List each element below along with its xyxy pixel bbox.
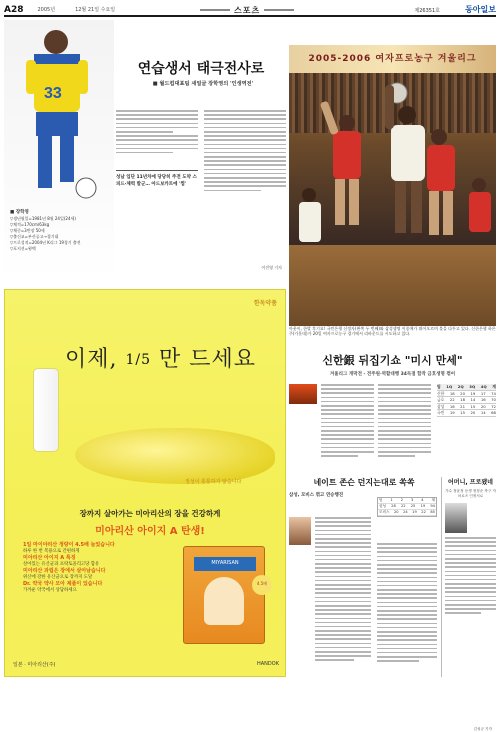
header-cell: 1 xyxy=(390,498,393,502)
cell: 17 xyxy=(480,390,486,396)
header-cell: 2Q xyxy=(457,384,464,389)
newspaper-logo: 동아일보 xyxy=(465,5,496,14)
cell: 68 xyxy=(491,410,496,415)
players-illustration xyxy=(289,45,496,326)
year: 2005년 xyxy=(37,7,56,13)
cell: 19 xyxy=(470,390,476,396)
box-label: MIYARISAN xyxy=(194,557,256,571)
page-number: A28 xyxy=(4,4,24,15)
header-cell: 4Q xyxy=(480,384,487,389)
table-row xyxy=(378,510,436,516)
header-cell: 계 xyxy=(431,498,435,502)
slogan-fraction: 1/5 xyxy=(125,352,152,368)
feature-headline: 연습생서 태극전사로 xyxy=(137,61,265,77)
section-title: 스포츠 xyxy=(234,6,261,15)
cell: 20 xyxy=(460,390,465,396)
cell: 22 xyxy=(400,504,406,508)
cell: 14 xyxy=(470,397,476,402)
bullet-heading: 1일 마이야리산 정량이 4.5배 늘었습니다 xyxy=(23,542,115,548)
cell: 72 xyxy=(491,403,496,409)
cell: 16 xyxy=(449,403,455,409)
basketball-photo xyxy=(289,45,496,326)
page-header xyxy=(4,4,496,17)
cell: 94 xyxy=(430,504,435,508)
ad-product-name: 미아리산 아이지 A 탄생! xyxy=(95,526,205,537)
cell: 25 xyxy=(410,504,416,508)
date: 12월 21일 수요일 xyxy=(75,7,116,13)
event-banner: 2005-2006 여자프로농구 겨울리그 xyxy=(289,45,496,73)
feature-deck: ■ 월드컵대표팀 새얼굴 장학영의 '인생역전' xyxy=(152,81,254,87)
article-headline: 네이트 존슨 던지는대로 쏙쏙 xyxy=(313,477,415,487)
slogan-post: 만 드세요 xyxy=(159,347,257,372)
soccer-player-icon xyxy=(4,20,114,200)
score-table xyxy=(437,384,496,417)
table-row xyxy=(437,410,496,417)
cell: 16 xyxy=(480,397,486,402)
edition-number: 제26351호 xyxy=(414,8,440,14)
ad-footer xyxy=(13,661,279,668)
slogan-pre: 이제, xyxy=(65,347,118,372)
cell: 18 xyxy=(449,390,455,396)
profile-title: ■ 장학영 xyxy=(10,210,29,215)
profile-line: ▽프로성적=2004년 K리그 19경기 출전 xyxy=(10,240,81,245)
pro-basketball-article xyxy=(289,477,439,677)
svg-text:33: 33 xyxy=(44,85,62,102)
cell: 22 xyxy=(421,510,426,514)
profile-line: ▽생년월일=1981년 8월 24일(24세) xyxy=(10,216,76,221)
player-profile xyxy=(10,210,110,252)
bullet-heading: 미아리산 과립은 장에서 살아남습니다 xyxy=(23,568,106,574)
ad-footer-right: HANDOK xyxy=(257,661,279,667)
article-body xyxy=(315,517,371,664)
cell: 15 xyxy=(470,403,476,409)
product-box xyxy=(183,546,268,644)
ad-tagline: 정성이 통통하지 않습니다 xyxy=(185,479,242,485)
cell: 74 xyxy=(491,390,496,396)
cell: 70 xyxy=(491,397,496,402)
cell: 모비스 xyxy=(379,510,390,514)
cell: 금호 xyxy=(437,397,445,402)
bullet-text: 가까운 약국에서 상담하세요 xyxy=(23,587,77,593)
cell: 21 xyxy=(460,403,465,409)
bullet-text: 하루 한 번 복용으로 간편하게 xyxy=(23,548,80,554)
article-headline: 신한銀 뒤집기쇼 "미시 만세" xyxy=(322,354,463,367)
ad-slogan xyxy=(65,342,256,373)
article-body xyxy=(445,537,496,614)
bullet-heading: 미아리산 아이지 A 특징 xyxy=(23,555,76,561)
cell: 20 xyxy=(470,410,476,415)
profile-line: ▽출신교=부산공고→경기대 xyxy=(10,234,59,239)
player-thumbnail xyxy=(289,517,311,545)
article-subhead: 겨울리그 개막전 - 전주원·역할대행 34득점 합작 금호생명 꺾어 xyxy=(329,372,456,377)
header-cell: 2 xyxy=(400,498,404,502)
cell: 24 xyxy=(403,510,408,514)
bullet-text: 위산에 강한 유산균으로 장까지 도달 xyxy=(23,574,93,580)
profile-line: ▽체중=3반장 50세 xyxy=(10,228,45,233)
score-table xyxy=(377,497,437,517)
cell: 삼성 xyxy=(379,504,386,508)
ad-brand-tag: 한독약품 xyxy=(253,300,277,307)
article-thumbnail xyxy=(289,384,317,404)
pull-quote: 성남 입단 11년차에 당당히 주전 도약 스피드·체력 발군… 아드보카트에 '찜' xyxy=(116,170,198,188)
cell: 85 xyxy=(430,510,435,514)
advertisement[interactable] xyxy=(4,289,286,677)
product-bottle xyxy=(33,368,59,452)
cell: 19 xyxy=(449,410,455,415)
header-cell: 3 xyxy=(410,498,414,502)
bullet-text: 살아있는 유산균과 프락토올리고당 함유 xyxy=(23,561,100,567)
soccer-news-brief xyxy=(441,477,496,731)
cell: 19 xyxy=(420,504,426,508)
body-column xyxy=(204,110,286,260)
article-byline: 김성규 기자 xyxy=(473,727,492,731)
bullet-heading: Dr. 약국 약사 모아 제품이 있습니다 xyxy=(23,581,103,587)
profile-line: ▽포지션=윙백 xyxy=(10,246,36,251)
ad-pitch: 장까지 살아가는 미아리산의 장을 건강하게 xyxy=(79,509,221,518)
header-cell: 계 xyxy=(492,384,496,389)
cell: 28 xyxy=(391,504,396,508)
header-cell: 1Q xyxy=(446,384,453,389)
cell: 15 xyxy=(460,410,465,415)
article-body xyxy=(377,543,437,664)
header-cell: 3Q xyxy=(469,384,476,389)
cell: 신한 xyxy=(437,390,445,396)
ad-bullets xyxy=(23,542,173,594)
header-cell: 팀 xyxy=(437,384,441,389)
feature-article xyxy=(4,20,286,282)
cell: 22 xyxy=(449,397,455,402)
profile-line: ▽체격=170cm/63kg xyxy=(10,222,50,227)
header-cell: 4 xyxy=(421,498,424,502)
article-subhead: 가수 정윤정 동생 정정준 축구 자차로즈 인정서로 xyxy=(445,489,496,498)
player-thumbnail xyxy=(445,503,467,533)
cell: 19 xyxy=(412,510,417,514)
article-subhead: 삼성, 모비스 꺾고 연승행진 xyxy=(289,493,344,498)
baby-image xyxy=(204,577,244,625)
cell: 18 xyxy=(460,397,465,402)
box-badge: 4.5배 xyxy=(252,575,272,595)
article-body xyxy=(321,384,431,459)
article-headline: 어머니, 프로됐네 xyxy=(448,479,493,486)
basketball-article xyxy=(289,352,496,472)
photo-caption: 아웃이, 한발 후기요! 국민은행 신정자(왼쪽 두 번째)와 삼성생명 이종애가 뛰어오르며 볼을 다투고 있다. 신한은행 하은주(가운데)가 20일 여자프로농구 경기에서 리바운드를 시도하고 있다. xyxy=(289,326,496,336)
cell: 20 xyxy=(393,510,399,514)
feature-byline: 이진영 기자 xyxy=(261,265,282,270)
cell: 국민 xyxy=(437,410,445,415)
cell: 14 xyxy=(480,410,486,415)
header-cell: 팀 xyxy=(379,498,383,502)
cell: 삼성 xyxy=(437,403,445,409)
ad-footer-left: 일본 · 미아리산(주) xyxy=(13,662,56,668)
spoon-graphic xyxy=(75,428,275,484)
cell: 20 xyxy=(480,403,486,409)
